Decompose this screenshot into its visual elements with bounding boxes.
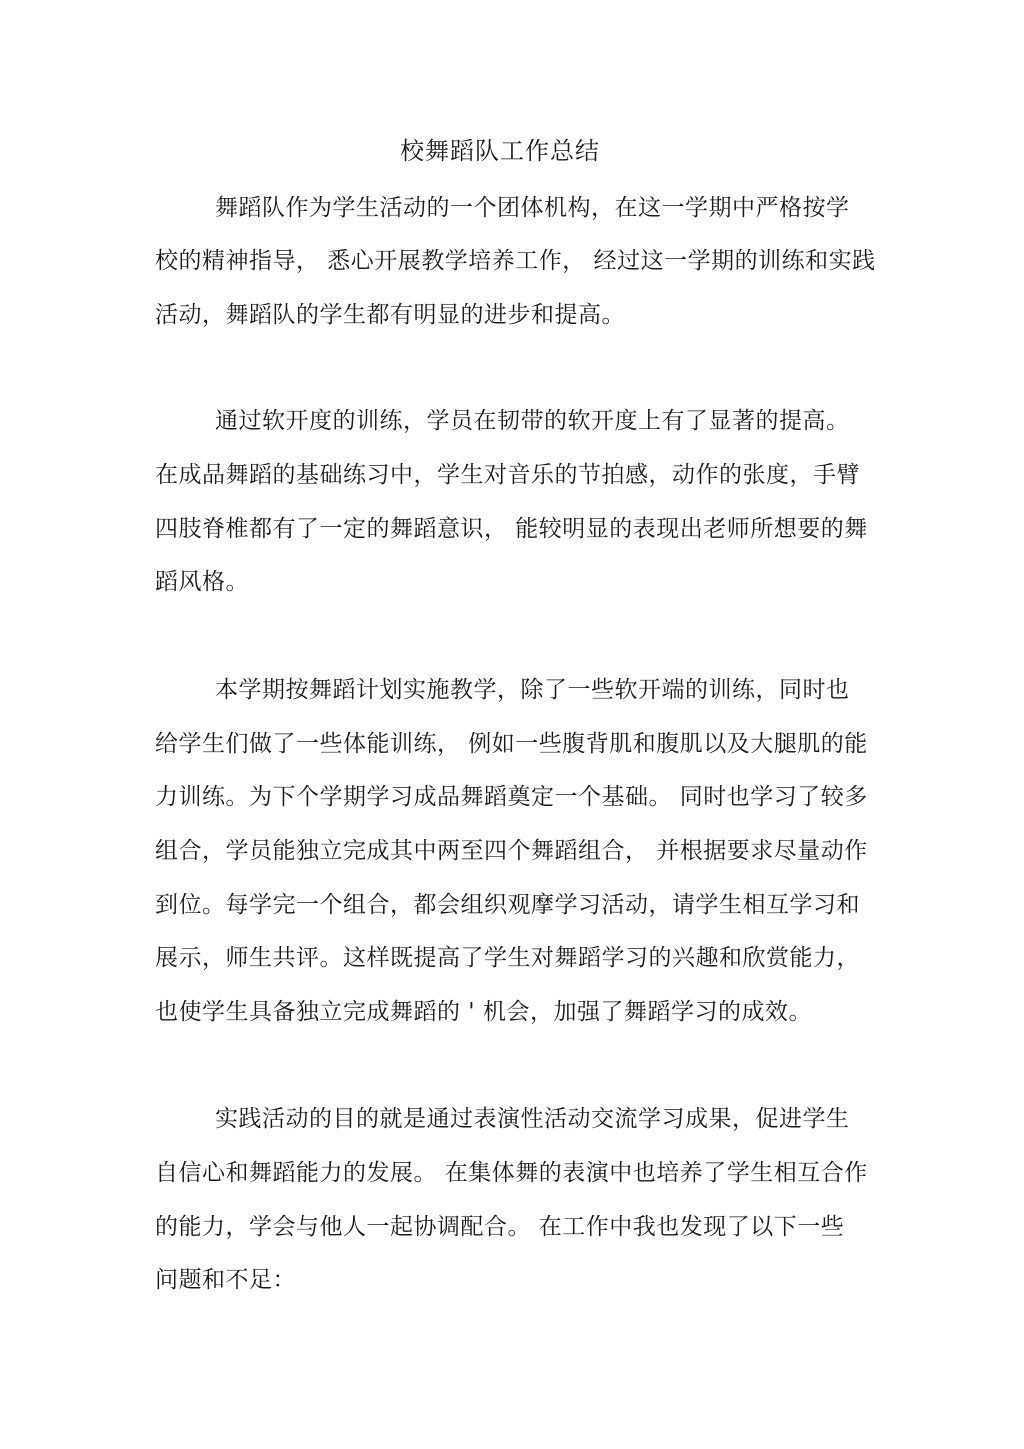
paragraph-1-line-2: 校的精神指导， 悉心开展教学培养工作， 经过这一学期的训练和实践 bbox=[155, 248, 876, 274]
paragraph-4-line-3: 的能力，学会与他人一起协调配合。 在工作中我也发现了以下一些 bbox=[155, 1214, 845, 1240]
paragraph-3-line-6: 展示，师生共评。这样既提高了学生对舞蹈学习的兴趣和欣赏能力， bbox=[155, 945, 860, 971]
paragraph-3-line-3: 力训练。为下个学期学习成品舞蹈奠定一个基础。 同时也学习了较多 bbox=[155, 784, 868, 810]
paragraph-1-line-3: 活动，舞蹈队的学生都有明显的进步和提高。 bbox=[155, 302, 625, 328]
paragraph-3-line-7: 也使学生具备独立完成舞蹈的 ' 机会，加强了舞蹈学习的成效。 bbox=[155, 999, 812, 1025]
paragraph-2-line-3: 四肢脊椎都有了一定的舞蹈意识， 能较明显的表现出老师所想要的舞 bbox=[155, 516, 868, 542]
paragraph-3-line-1: 本学期按舞蹈计划实施教学，除了一些软开端的训练，同时也 bbox=[215, 677, 850, 703]
paragraph-2-line-1: 通过软开度的训练，学员在韧带的软开度上有了显著的提高。 bbox=[215, 408, 850, 434]
paragraph-2-line-4: 蹈风格。 bbox=[155, 569, 249, 595]
paragraph-4-line-1: 实践活动的目的就是通过表演性活动交流学习成果，促进学生 bbox=[215, 1106, 850, 1132]
paragraph-4-line-2: 自信心和舞蹈能力的发展。 在集体舞的表演中也培养了学生相互合作 bbox=[155, 1160, 868, 1186]
paragraph-1-line-1: 舞蹈队作为学生活动的一个团体机构，在这一学期中严格按学 bbox=[215, 195, 850, 221]
paragraph-3-line-5: 到位。每学完一个组合，都会组织观摩学习活动，请学生相互学习和 bbox=[155, 892, 860, 918]
paragraph-3-line-2: 给学生们做了一些体能训练， 例如一些腹背肌和腹肌以及大腿肌的能 bbox=[155, 731, 868, 757]
paragraph-3-line-4: 组合，学员能独立完成其中两至四个舞蹈组合， 并根据要求尽量动作 bbox=[155, 838, 868, 864]
paragraph-2-line-2: 在成品舞蹈的基础练习中，学生对音乐的节拍感，动作的张度，手臂 bbox=[155, 462, 860, 488]
paragraph-4-line-4: 问题和不足： bbox=[155, 1267, 296, 1293]
document-title: 校舞蹈队工作总结 bbox=[400, 137, 600, 165]
